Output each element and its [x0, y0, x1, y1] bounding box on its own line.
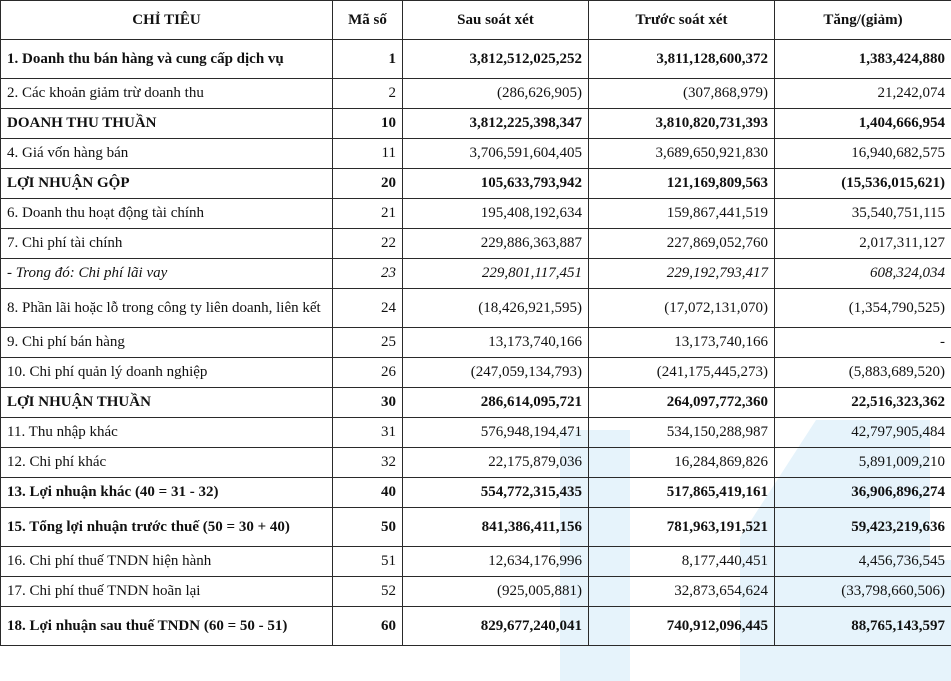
table-row [1, 259, 951, 289]
row-label: 1. Doanh thu bán hàng và cung cấp dịch vụ [1, 40, 333, 79]
row-before: 3,810,820,731,393 [589, 109, 775, 139]
col-header-change: Tăng/(giảm) [775, 1, 951, 40]
row-before: 534,150,288,987 [589, 418, 775, 448]
row-before: (17,072,131,070) [589, 289, 775, 328]
table-row [1, 109, 951, 139]
row-after: 286,614,095,721 [403, 388, 589, 418]
row-after: (286,626,905) [403, 79, 589, 109]
col-header-after-review: Sau soát xét [403, 1, 589, 40]
row-change: (1,354,790,525) [775, 289, 951, 328]
row-label: 2. Các khoản giảm trừ doanh thu [1, 79, 333, 109]
table-row [1, 40, 951, 79]
table-row [1, 607, 951, 646]
row-change: 5,891,009,210 [775, 448, 951, 478]
row-after: 829,677,240,041 [403, 607, 589, 646]
table-row [1, 328, 951, 358]
header-row [1, 1, 951, 40]
row-code: 1 [333, 40, 403, 79]
row-after: 195,408,192,634 [403, 199, 589, 229]
row-label: 15. Tổng lợi nhuận trước thuế (50 = 30 + 40) [1, 508, 333, 547]
row-change: 1,383,424,880 [775, 40, 951, 79]
table-row [1, 448, 951, 478]
row-label: DOANH THU THUẦN [1, 109, 333, 139]
row-change: 88,765,143,597 [775, 607, 951, 646]
table-row [1, 358, 951, 388]
table-row [1, 229, 951, 259]
col-header-code: Mã số [333, 1, 403, 40]
row-label: 7. Chi phí tài chính [1, 229, 333, 259]
row-label: - Trong đó: Chi phí lãi vay [1, 259, 333, 289]
table-row [1, 199, 951, 229]
row-after: 105,633,793,942 [403, 169, 589, 199]
row-before: 3,689,650,921,830 [589, 139, 775, 169]
table-row [1, 478, 951, 508]
table-row [1, 388, 951, 418]
row-change: (15,536,015,621) [775, 169, 951, 199]
row-code: 32 [333, 448, 403, 478]
row-after: (18,426,921,595) [403, 289, 589, 328]
row-after: 3,706,591,604,405 [403, 139, 589, 169]
table-row [1, 577, 951, 607]
row-before: (241,175,445,273) [589, 358, 775, 388]
row-code: 25 [333, 328, 403, 358]
row-label: 8. Phần lãi hoặc lỗ trong công ty liên doanh, liên kết [1, 289, 333, 328]
table-row [1, 139, 951, 169]
row-after: (247,059,134,793) [403, 358, 589, 388]
row-code: 50 [333, 508, 403, 547]
row-before: 740,912,096,445 [589, 607, 775, 646]
row-label: 6. Doanh thu hoạt động tài chính [1, 199, 333, 229]
row-before: 32,873,654,624 [589, 577, 775, 607]
col-header-before-review: Trước soát xét [589, 1, 775, 40]
row-label: 18. Lợi nhuận sau thuế TNDN (60 = 50 - 51) [1, 607, 333, 646]
table-row [1, 169, 951, 199]
col-header-item: CHỈ TIÊU [1, 1, 333, 40]
row-before: 227,869,052,760 [589, 229, 775, 259]
row-label: 16. Chi phí thuế TNDN hiện hành [1, 547, 333, 577]
row-after: 841,386,411,156 [403, 508, 589, 547]
table-row [1, 547, 951, 577]
row-before: 13,173,740,166 [589, 328, 775, 358]
row-change: - [775, 328, 951, 358]
row-code: 40 [333, 478, 403, 508]
row-code: 11 [333, 139, 403, 169]
row-label: 12. Chi phí khác [1, 448, 333, 478]
row-change: (33,798,660,506) [775, 577, 951, 607]
row-change: 16,940,682,575 [775, 139, 951, 169]
row-code: 23 [333, 259, 403, 289]
row-change: (5,883,689,520) [775, 358, 951, 388]
row-change: 42,797,905,484 [775, 418, 951, 448]
row-change: 21,242,074 [775, 79, 951, 109]
row-before: 3,811,128,600,372 [589, 40, 775, 79]
row-label: LỢI NHUẬN GỘP [1, 169, 333, 199]
row-after: 554,772,315,435 [403, 478, 589, 508]
table-row [1, 508, 951, 547]
row-code: 10 [333, 109, 403, 139]
row-before: 781,963,191,521 [589, 508, 775, 547]
row-label: 13. Lợi nhuận khác (40 = 31 - 32) [1, 478, 333, 508]
row-before: 159,867,441,519 [589, 199, 775, 229]
row-after: 3,812,512,025,252 [403, 40, 589, 79]
row-change: 4,456,736,545 [775, 547, 951, 577]
row-label: 4. Giá vốn hàng bán [1, 139, 333, 169]
row-before: 16,284,869,826 [589, 448, 775, 478]
row-after: 3,812,225,398,347 [403, 109, 589, 139]
row-code: 24 [333, 289, 403, 328]
row-after: 576,948,194,471 [403, 418, 589, 448]
row-after: (925,005,881) [403, 577, 589, 607]
row-code: 21 [333, 199, 403, 229]
row-label: 11. Thu nhập khác [1, 418, 333, 448]
row-after: 12,634,176,996 [403, 547, 589, 577]
row-after: 229,886,363,887 [403, 229, 589, 259]
row-after: 13,173,740,166 [403, 328, 589, 358]
row-label: LỢI NHUẬN THUẦN [1, 388, 333, 418]
row-code: 20 [333, 169, 403, 199]
row-label: 10. Chi phí quản lý doanh nghiệp [1, 358, 333, 388]
table-row [1, 79, 951, 109]
row-before: 264,097,772,360 [589, 388, 775, 418]
row-change: 59,423,219,636 [775, 508, 951, 547]
row-code: 30 [333, 388, 403, 418]
row-before: 517,865,419,161 [589, 478, 775, 508]
row-before: 121,169,809,563 [589, 169, 775, 199]
row-change: 1,404,666,954 [775, 109, 951, 139]
row-code: 26 [333, 358, 403, 388]
row-change: 2,017,311,127 [775, 229, 951, 259]
row-before: (307,868,979) [589, 79, 775, 109]
row-change: 22,516,323,362 [775, 388, 951, 418]
row-before: 8,177,440,451 [589, 547, 775, 577]
table-row [1, 289, 951, 328]
row-code: 2 [333, 79, 403, 109]
row-label: 9. Chi phí bán hàng [1, 328, 333, 358]
row-code: 52 [333, 577, 403, 607]
row-change: 608,324,034 [775, 259, 951, 289]
row-code: 31 [333, 418, 403, 448]
row-code: 60 [333, 607, 403, 646]
row-change: 36,906,896,274 [775, 478, 951, 508]
row-code: 51 [333, 547, 403, 577]
row-after: 22,175,879,036 [403, 448, 589, 478]
row-label: 17. Chi phí thuế TNDN hoãn lại [1, 577, 333, 607]
row-code: 22 [333, 229, 403, 259]
row-before: 229,192,793,417 [589, 259, 775, 289]
table-row [1, 418, 951, 448]
row-change: 35,540,751,115 [775, 199, 951, 229]
row-after: 229,801,117,451 [403, 259, 589, 289]
